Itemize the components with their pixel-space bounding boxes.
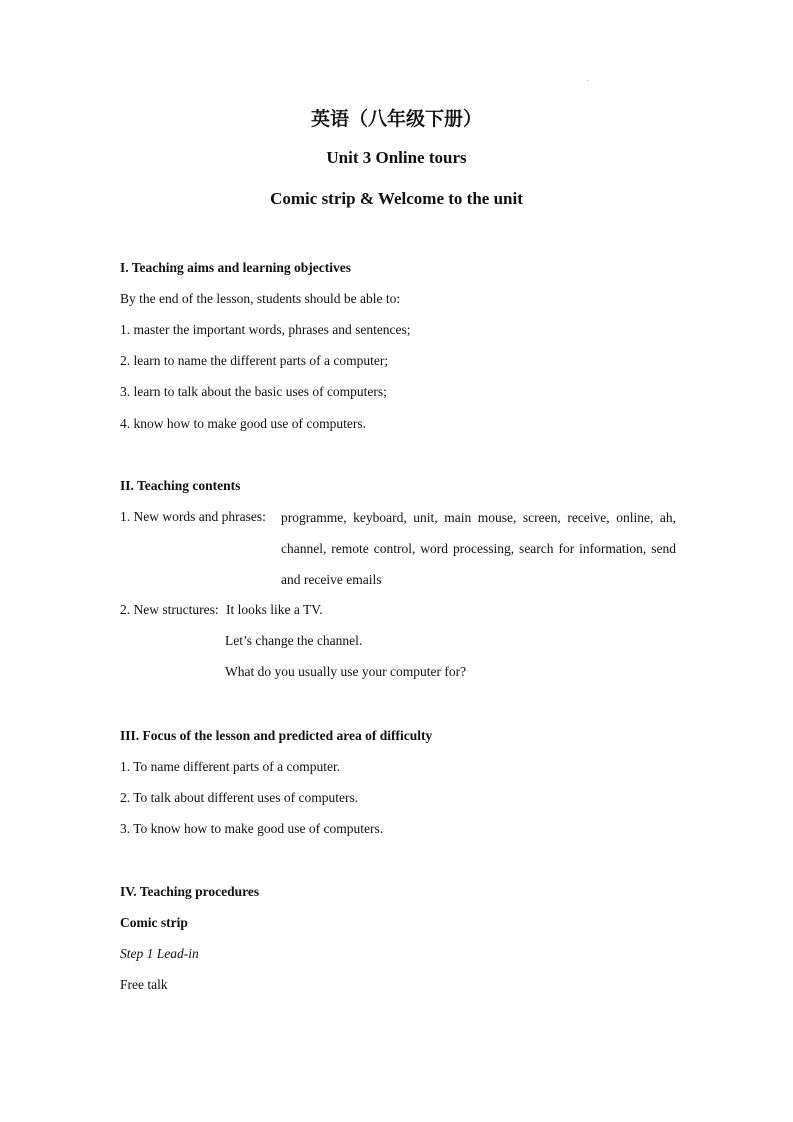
- focus-item: 2. To talk about different uses of computers.: [120, 790, 359, 805]
- step-label: Step 1 Lead-in: [120, 946, 199, 961]
- structure-item: Let’s change the channel.: [225, 633, 363, 648]
- subject-title: 英语（八年级下册）: [310, 109, 482, 130]
- unit-title: Unit 3 Online tours: [326, 148, 467, 167]
- speck-mark: [587, 80, 588, 81]
- objective-item: 3. learn to talk about the basic uses of computers;: [120, 384, 387, 399]
- structure-item: It looks like a TV.: [226, 602, 323, 617]
- lesson-title: Comic strip & Welcome to the unit: [270, 189, 523, 208]
- new-words-label: 1. New words and phrases:: [120, 509, 266, 524]
- focus-item: 3. To know how to make good use of computers.: [120, 821, 384, 836]
- section3-heading: III. Focus of the lesson and predicted area of difficulty: [120, 728, 433, 743]
- section4-heading: IV. Teaching procedures: [120, 884, 260, 899]
- objective-item: 4. know how to make good use of computers.: [120, 416, 366, 431]
- activity-label: Free talk: [120, 977, 168, 992]
- section1-intro: By the end of the lesson, students should be able to:: [120, 291, 401, 306]
- objective-item: 1. master the important words, phrases and sentences;: [120, 322, 411, 337]
- comic-strip-subheading: Comic strip: [120, 915, 188, 930]
- focus-item: 1. To name different parts of a computer.: [120, 759, 341, 774]
- new-structures-label: 2. New structures:: [120, 602, 219, 617]
- section1-heading: I. Teaching aims and learning objectives: [120, 260, 352, 275]
- structure-item: What do you usually use your computer for?: [225, 664, 467, 679]
- objective-item: 2. learn to name the different parts of a computer;: [120, 353, 389, 368]
- section2-heading: II. Teaching contents: [120, 478, 241, 493]
- new-words-text: programme, keyboard, unit, main mouse, screen, receive, online, ah, channel, remote control, word processing, search for information, send and receive emails: [281, 509, 676, 587]
